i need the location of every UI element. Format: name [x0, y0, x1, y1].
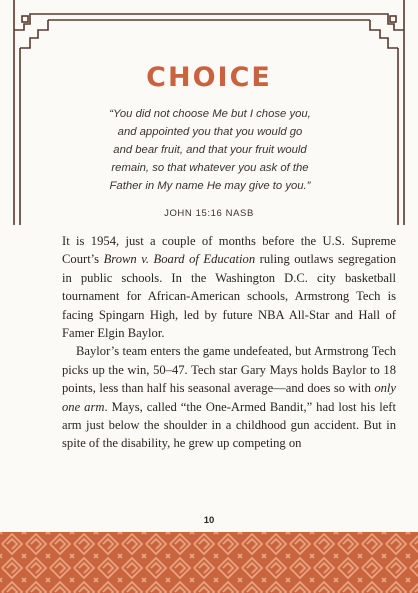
emphasis-text: only one arm	[62, 381, 396, 414]
epigraph-line: and appointed you that you would go	[117, 126, 303, 138]
epigraph-reference: JOHN 15:16 NASB	[164, 208, 254, 219]
paragraph-text: . Mays, called “the One-Armed Bandit,” had lost his left arm just below the shoulder in a childhood gun accident. But in spite of the disability, he grew up competing on	[62, 399, 397, 451]
epigraph-line: Father in My name He may give to you.”	[109, 180, 311, 192]
paragraph-2	[62, 342, 396, 452]
paragraph-text: Baylor’s team enters the game undefeated, but Armstrong Tech picks up the win, 50–47. Tech star Gary Mays holds Baylor to 18 points, less than half his seasonal average—and does so with	[62, 344, 396, 396]
page-number: 10	[203, 515, 215, 526]
epigraph-line: and bear fruit, and that your fruit would	[113, 144, 307, 156]
paragraph-1	[62, 232, 396, 342]
paragraph-text: ruling outlaws segregation in public schools. In the Washington D.C. city basketball tournament for African-American schools, Armstrong Tech is facing Spingarn High, led by future NBA All-Star and Hall of Famer Elgin Baylor.	[62, 252, 396, 341]
case-title: Brown v. Board of Education	[103, 252, 256, 267]
decorative-pattern-band	[0, 532, 418, 593]
chapter-title: CHOICE	[146, 62, 272, 93]
epigraph-line: “You did not choose Me but I chose you,	[109, 108, 311, 120]
epigraph-line: remain, so that whatever you ask of the	[111, 162, 309, 174]
paragraph-text: It is 1954, just a couple of months before the U.S. Supreme Court’s	[62, 234, 396, 267]
epigraph-quote	[92, 105, 328, 195]
body-text	[62, 232, 396, 453]
